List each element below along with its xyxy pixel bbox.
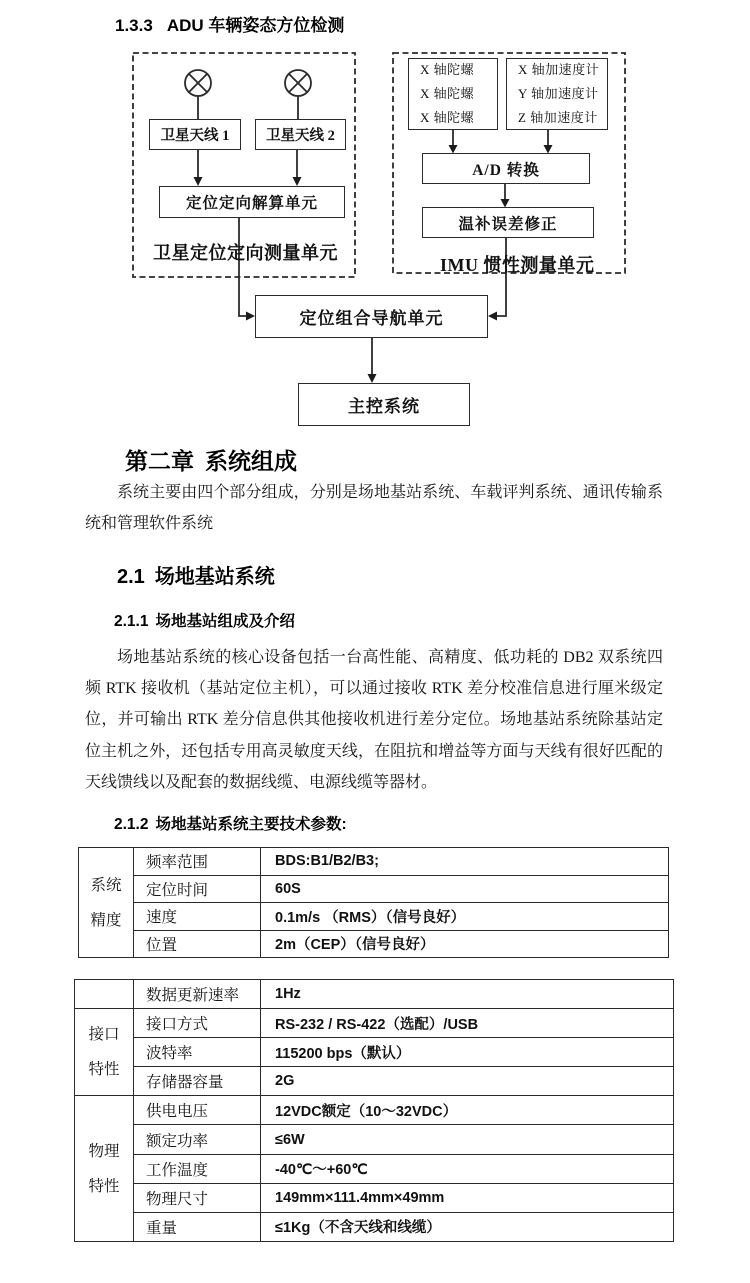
- satellite-antenna-2-box: 卫星天线 2: [255, 119, 346, 150]
- gnss-unit-label: 卫星定位定向测量单元: [153, 243, 338, 263]
- positioning-solver-box: 定位定向解算单元: [159, 186, 345, 218]
- accelerometer-box: [506, 58, 608, 130]
- temp-compensation-box: 温补误差修正: [422, 207, 594, 238]
- section-title: ADU 车辆姿态方位检测: [166, 16, 345, 35]
- section-heading-2-1-2: [114, 812, 347, 834]
- group-cell-empty: [75, 980, 134, 1009]
- table-row: [79, 848, 669, 876]
- table-row: [75, 1009, 674, 1038]
- param-cell: 额定功率: [134, 1125, 261, 1154]
- table-row: [75, 980, 674, 1009]
- table-row: [75, 1038, 674, 1067]
- value-cell: 149mm×111.4mm×49mm: [261, 1183, 674, 1212]
- imu-unit-label: IMU 惯性测量单元: [440, 255, 595, 275]
- section-heading-2-1: [117, 560, 275, 589]
- gyro-x1: X 轴陀螺: [420, 62, 475, 77]
- value-cell: 2G: [261, 1067, 674, 1096]
- base-station-paragraph: 场地基站系统的核心设备包括一台高性能、高精度、低功耗的 DB2 双系统四频 RTK 接收机（基站定位主机），可以通过接收 RTK 差分校准信息进行厘米级定位，并可输出 RTK 差分信息供其他接收机进行差分定位。场地基站系统除基站定位主机之外，还包括专用高灵敏度天线，在阻抗和增益等方面与天线有很好匹配的天线馈线以及配套的数据线缆、电源线缆等器材。: [85, 649, 663, 791]
- section-number: 2.1.2: [114, 816, 149, 833]
- param-cell: 供电电压: [134, 1096, 261, 1125]
- value-cell: ≤6W: [261, 1125, 674, 1154]
- value-cell: 2m（CEP）（信号良好）: [261, 930, 669, 958]
- value-cell: -40℃～+60℃: [261, 1154, 674, 1183]
- value-cell: RS-232 / RS-422（选配）/USB: [261, 1009, 674, 1038]
- value-cell: 60S: [261, 875, 669, 903]
- value-cell: BDS:B1/B2/B3;: [261, 848, 669, 876]
- value-cell: 0.1m/s （RMS）（信号良好）: [261, 903, 669, 931]
- param-cell: 接口方式: [134, 1009, 261, 1038]
- gyro-x2: X 轴陀螺: [420, 86, 475, 101]
- chapter-number: 第二章: [125, 448, 194, 474]
- table-row: [75, 1183, 674, 1212]
- section-title: 场地基站系统主要技术参数:: [155, 816, 347, 833]
- section-heading-2-1-1: [114, 609, 295, 631]
- table-row: [79, 930, 669, 958]
- gyro-x3: X 轴陀螺: [420, 110, 475, 125]
- param-cell: 数据更新速率: [134, 980, 261, 1009]
- param-cell: 频率范围: [134, 848, 261, 876]
- group-cell-physical: 物理特性: [75, 1096, 134, 1241]
- satellite-antenna-1-box: 卫星天线 1: [149, 119, 241, 150]
- table-row: [75, 1212, 674, 1241]
- table-row: [75, 1125, 674, 1154]
- intro-paragraph: 系统主要由四个部分组成，分别是场地基站系统、车载评判系统、通讯传输系统和管理软件系统: [85, 484, 663, 533]
- table-row: [79, 875, 669, 903]
- accel-x: X 轴加速度计: [518, 62, 600, 77]
- table-row: [75, 1096, 674, 1125]
- section-title: 场地基站系统: [154, 566, 275, 588]
- group-cell-interface: 接口特性: [75, 1009, 134, 1096]
- main-control-box: 主控系统: [298, 383, 470, 426]
- group-cell-system-accuracy: 系统精度: [79, 848, 134, 958]
- adc-box: A/D 转换: [422, 153, 590, 184]
- param-cell: 重量: [134, 1212, 261, 1241]
- value-cell: ≤1Kg（不含天线和线缆）: [261, 1212, 674, 1241]
- gyro-box: [408, 58, 498, 130]
- value-cell: 12VDC额定（10～32VDC）: [261, 1096, 674, 1125]
- param-cell: 位置: [134, 930, 261, 958]
- param-cell: 存储器容量: [134, 1067, 261, 1096]
- section-number: 2.1.1: [114, 613, 149, 630]
- chapter-title: 系统组成: [205, 448, 297, 474]
- param-cell: 速度: [134, 903, 261, 931]
- table-row: [75, 1067, 674, 1096]
- param-cell: 定位时间: [134, 875, 261, 903]
- system-accuracy-table: [78, 847, 669, 958]
- interface-physical-table: [74, 979, 674, 1242]
- value-cell: 1Hz: [261, 980, 674, 1009]
- section-number: 2.1: [117, 566, 145, 588]
- chapter-heading: [125, 443, 297, 476]
- param-cell: 波特率: [134, 1038, 261, 1067]
- accel-y: Y 轴加速度计: [518, 86, 599, 101]
- value-cell: 115200 bps（默认）: [261, 1038, 674, 1067]
- section-number: 1.3.3: [115, 16, 153, 35]
- section-title: 场地基站组成及介绍: [155, 613, 295, 630]
- integrated-nav-box: 定位组合导航单元: [255, 295, 488, 338]
- param-cell: 物理尺寸: [134, 1183, 261, 1212]
- param-cell: 工作温度: [134, 1154, 261, 1183]
- table-row: [75, 1154, 674, 1183]
- accel-z: Z 轴加速度计: [518, 110, 598, 125]
- table-row: [79, 903, 669, 931]
